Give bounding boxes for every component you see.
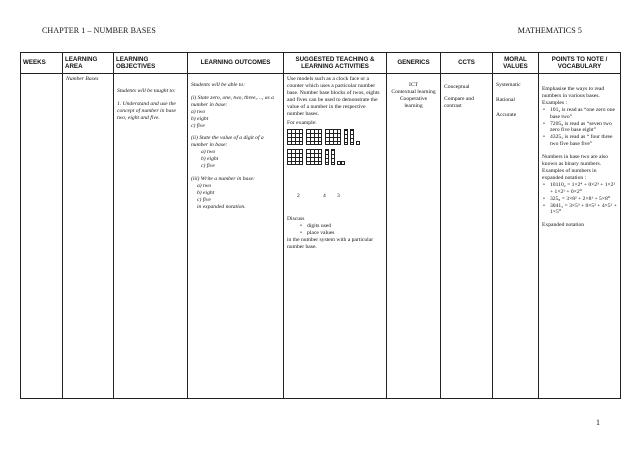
cell-moral-values <box>493 74 539 399</box>
activities-tail: in the number system with a particular number base. <box>287 236 374 250</box>
block-column-icon <box>325 149 329 165</box>
list-item: • digits used <box>299 223 383 230</box>
block-unit-icon <box>356 141 360 145</box>
col-header-activities: SUGGESTED TEACHING & LEARNING ACTIVITIES <box>284 53 387 74</box>
list-item: • place values <box>299 230 383 237</box>
col-header-learning-outcomes: LEARNING OUTCOMES <box>188 53 284 74</box>
outcome-ii-title: (ii) State the value of a digit of a number in base: <box>191 135 264 149</box>
block-unit-icon <box>341 161 345 165</box>
outcome-iii-item: b) eight <box>197 189 215 196</box>
discuss-list <box>287 223 383 237</box>
outcome-i-title: (i) State zero, one, two, three,…, as a number in base: <box>191 94 274 108</box>
digit-labels <box>287 193 383 200</box>
col-header-points-to-note: POINTS TO NOTE / VOCABULARY <box>539 53 621 74</box>
block-square-icon <box>306 149 322 165</box>
base-blocks-diagram-bottom <box>287 149 383 167</box>
list-item: • 10110₂ = 1×2⁴ + 0×2³ + 1×2² + 1×2¹ + 0×2⁰ <box>542 182 617 196</box>
page-number: 1 <box>596 418 600 427</box>
digit-label: 4 <box>323 193 326 200</box>
list-item: • 325₈ = 3×8² + 2×8¹ + 5×8⁰ <box>542 196 617 203</box>
moral-item: Accurate <box>496 111 517 118</box>
note-tail: Expanded notation <box>542 222 585 229</box>
outcome-ii-item: b) eight <box>201 156 219 163</box>
col-header-ccts: CCTS <box>441 53 493 74</box>
block-column-icon <box>331 149 335 165</box>
col-header-learning-objectives: LEARNING OBJECTIVES <box>114 53 188 74</box>
generic-item: Cooperative learning <box>399 95 428 109</box>
cell-ccts <box>441 74 493 399</box>
generic-item: Contextual learning <box>391 88 436 95</box>
note-binary: Numbers in base two are also known as binary numbers. <box>542 154 609 168</box>
ccts-item: Compare and contrast <box>444 95 474 109</box>
outcome-ii-item: a) two <box>201 149 216 156</box>
note-emphasise: Emphasise the ways to read numbers in various bases. <box>542 86 605 99</box>
block-column-icon <box>350 129 354 145</box>
moral-item: Systematic <box>496 82 521 88</box>
outcome-iii-title: (iii) Write a number in base: <box>191 175 255 182</box>
col-header-generics: GENERICS <box>387 53 441 74</box>
cell-learning-area: Number Bases <box>63 74 114 399</box>
cell-learning-objectives <box>114 74 188 399</box>
col-header-learning-area: LEARNING AREA <box>63 53 114 74</box>
outcome-i-item: c) five <box>191 122 205 129</box>
base-blocks-diagram-top <box>287 129 383 147</box>
subject-title: MATHEMATICS 5 <box>517 26 582 35</box>
block-square-icon <box>306 129 322 145</box>
list-item: • 4325₅ is read as “ four three two five base five” <box>542 134 617 148</box>
chapter-title: CHAPTER 1 – NUMBER BASES <box>42 26 156 35</box>
outcome-ii-item: c) five <box>201 163 215 170</box>
cell-activities <box>284 74 387 399</box>
expanded-examples-list <box>542 182 617 217</box>
outcome-i-item: a) two <box>191 108 206 115</box>
digit-label: 2 <box>297 193 300 200</box>
note-expanded-label: Examples of numbers in expanded notation : <box>542 167 597 181</box>
list-item: • 3041₅ = 3×5³ + 0×5² + 4×5¹ + 1×5⁰ <box>542 203 617 217</box>
list-item: • 101₂ is read as “one zero one base two” <box>542 107 617 121</box>
moral-item: Rational <box>496 96 515 103</box>
cell-learning-outcomes <box>188 74 284 399</box>
objectives-item: 1. Understand and use the concept of number in base two, eight and five. <box>117 100 177 121</box>
scheme-of-work-table <box>20 52 621 399</box>
ccts-item: Conceptual <box>444 84 470 90</box>
col-header-weeks: WEEKS <box>21 53 63 74</box>
block-square-icon <box>325 129 341 145</box>
digit-label: 3 <box>337 193 340 200</box>
cell-weeks <box>21 74 63 399</box>
outcome-i-item: b) eight <box>191 115 209 122</box>
cell-points-to-note <box>539 74 621 399</box>
block-column-icon <box>344 129 348 145</box>
list-item: • 7205₈ is read as “seven two zero five base eight” <box>542 121 617 135</box>
note-examples-label: Examples : <box>542 99 568 106</box>
activities-paragraph: Use models such as a clock face or a counter which uses a particular number base. Number base blocks of twos, eights and fives can be used to demonstrate the value of a number in the respective number bases. <box>287 76 380 117</box>
cell-generics <box>387 74 441 399</box>
table-header-row <box>21 53 621 74</box>
reading-examples-list <box>542 107 617 148</box>
outcome-iii-item: a) two <box>197 182 212 189</box>
activities-example-label: For example: <box>287 120 317 127</box>
discuss-label: Discuss <box>287 216 305 223</box>
block-square-icon <box>287 149 303 165</box>
objectives-intro: Students will be taught to: <box>117 88 176 94</box>
generic-item: ICT <box>408 82 418 88</box>
outcomes-intro: Students will be able to: <box>191 82 246 88</box>
table-row <box>21 74 621 399</box>
block-square-icon <box>287 129 303 145</box>
outcome-iii-tail: in expanded notation. <box>197 203 246 210</box>
outcome-iii-item: c) five <box>197 196 211 203</box>
col-header-moral-values: MORAL VALUES <box>493 53 539 74</box>
